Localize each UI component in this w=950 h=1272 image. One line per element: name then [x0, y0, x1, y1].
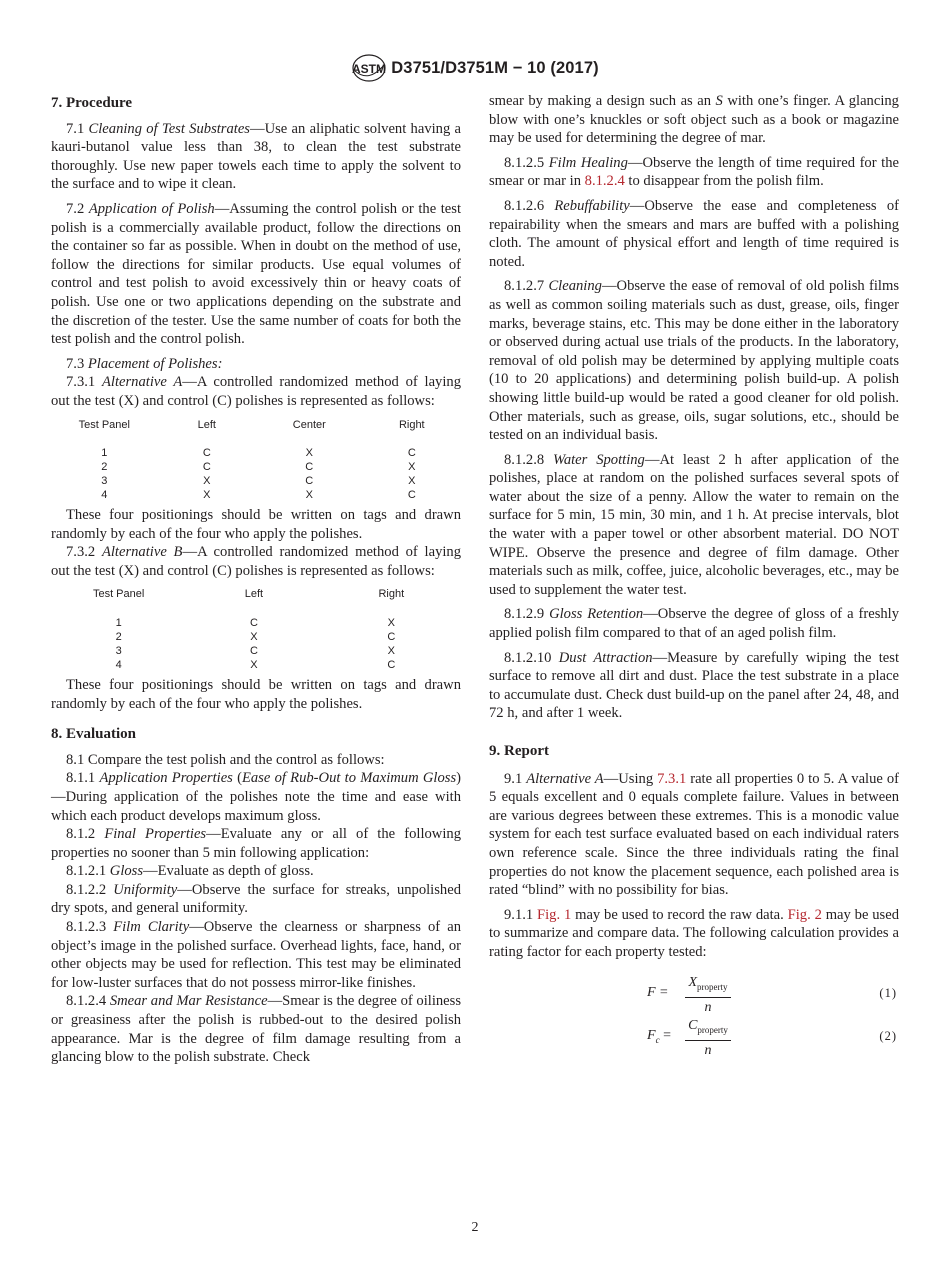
- table-cell: C: [305, 475, 314, 488]
- punctuation: (: [232, 770, 242, 787]
- para-number: 8.1.2.1: [66, 863, 110, 880]
- paragraph-8-1-2-9: [489, 605, 899, 642]
- table-cell: X: [305, 489, 313, 502]
- table-row: [51, 475, 461, 489]
- para-text: —Using: [603, 770, 658, 787]
- para-text: —Smear is the degree of oiliness or greasiness after the polish is rubbed-out to the desired polish appearance. Mar is the degree of film damage resulting from a glancing blow to the polish substrate. Check: [51, 993, 462, 1066]
- paragraph-9-1: [489, 770, 899, 900]
- table-cell: C: [407, 447, 416, 460]
- table-cell: X: [250, 659, 258, 672]
- para-number: 7.3: [66, 355, 88, 372]
- para-text: may be used to summarize and compare data. The following calculation provides a rating factor for each property tested:: [489, 906, 899, 960]
- table-cell: X: [408, 475, 416, 488]
- para-number: 8.1.2: [66, 826, 105, 843]
- table-cell: 1: [115, 617, 122, 630]
- table-cell: 3: [115, 645, 122, 658]
- section-7-heading: 7. Procedure: [51, 95, 133, 111]
- cross-reference-link[interactable]: 7.3.1: [657, 770, 687, 787]
- para-title: Dust Attraction: [558, 649, 653, 666]
- figure-2-link[interactable]: Fig. 2: [787, 906, 822, 923]
- equation-fraction: [685, 974, 731, 1018]
- table-cell: X: [203, 475, 211, 488]
- placement-table-b: [51, 588, 461, 673]
- table-row: [51, 617, 461, 631]
- section-8-heading: 8. Evaluation: [51, 726, 137, 743]
- paragraph-8-1-2-5: [489, 154, 899, 191]
- para-number: 9.1.1: [504, 906, 538, 923]
- para-text: to disappear from the polish film.: [624, 173, 824, 190]
- paragraph-8-1-2-6: [489, 197, 899, 271]
- equation-lhs: F =: [647, 984, 669, 1000]
- table-cell: X: [305, 447, 313, 460]
- para-number: 7.2: [66, 200, 89, 217]
- paragraph-8-1-2: [51, 825, 461, 862]
- figure-1-link[interactable]: Fig. 1: [537, 906, 572, 923]
- equation-1: [489, 974, 899, 1014]
- numerator-symbol: C: [688, 1017, 698, 1033]
- astm-logo-icon: [351, 53, 387, 83]
- lhs-subscript: c: [655, 1034, 660, 1045]
- left-column: [51, 92, 461, 1067]
- table-cell: C: [387, 631, 396, 644]
- table-cell: X: [387, 617, 395, 630]
- para-text: may be used to record the raw data.: [571, 906, 788, 923]
- para-number: 7.3.2: [66, 544, 102, 561]
- para-number: 8.1.2.9: [504, 606, 550, 623]
- table-cell: C: [407, 489, 416, 502]
- para-number: 8.1.2.3: [66, 919, 114, 936]
- paragraph-7-3: [51, 355, 461, 374]
- para-title: Smear and Mar Resistance: [109, 993, 268, 1010]
- column-header: Right: [398, 418, 425, 431]
- punctuation: ): [456, 770, 462, 787]
- table-cell: C: [202, 461, 211, 474]
- para-title: Placement of Polishes:: [87, 355, 223, 372]
- para-text: —A controlled randomized method of laying out the test (X) and control (C) polishes is represented as follows:: [51, 374, 461, 409]
- table-cell: X: [408, 461, 416, 474]
- para-text: —Measure by carefully wiping the test surface to remove all dirt and dust. Place the test substrate in a place to accumulate dust. Check dust build-up on the panel after 24, 48, and 72 h, and after 1 week.: [489, 649, 900, 722]
- table-cell: 2: [115, 631, 122, 644]
- para-number: 8.1.2.4: [66, 993, 110, 1010]
- para-emphasis: S: [715, 93, 723, 109]
- table-row: [51, 631, 461, 645]
- paragraph-after-table-a: These four positionings should be written on tags and drawn randomly by each of the four who apply the polishes.: [51, 507, 461, 542]
- table-cell: X: [250, 631, 258, 644]
- paragraph-8-1-2-8: [489, 451, 899, 600]
- table-cell: 2: [101, 461, 108, 474]
- para-text: —At least 2 h after application of the polishes, place at random on the polished surfaces several spots of water about the size of a penny. Allow the water to remain on the surface for 5 min, 15 min, 30 min, and 1 h. At precise intervals, blot the water with a paper towel or other absorbent material. DO NOT WIPE. Observe the presence and degree of film damage. Other materials such as milk, coffee, juice, alcoholic beverages, etc., may be used to supplement the water test.: [489, 451, 899, 598]
- lhs-symbol: F: [647, 1027, 656, 1043]
- para-number: 7.3.1: [66, 374, 102, 391]
- table-cell: 3: [101, 475, 108, 488]
- para-number: 8.1.2.8: [504, 451, 553, 468]
- paragraph-8-1-2-3: [51, 918, 461, 992]
- para-title: Gloss: [109, 863, 144, 880]
- column-header: Test Panel: [78, 418, 130, 431]
- paragraph-7-2: [51, 200, 461, 349]
- table-row: [51, 489, 461, 503]
- para-text: —Use an aliphatic solvent having a kauri-butanol value less than 38, to clean the test substrate thoroughly. Use new paper towels each time to apply the solvent to the surface and to wipe it clean.: [51, 120, 462, 193]
- equals-sign: =: [659, 1027, 671, 1043]
- para-text: —During application of the polishes note the time and ease with which each product develops maximum gloss.: [51, 788, 461, 824]
- para-text: —A controlled randomized method of laying out the test (X) and control (C) polishes is represented as follows:: [51, 544, 462, 579]
- table-cell: 4: [101, 489, 108, 502]
- paragraph-8-1-2-2: [51, 881, 461, 918]
- page-number: 2: [471, 1220, 479, 1235]
- paragraph-8-1: 8.1 Compare the test polish and the control as follows:: [66, 751, 385, 768]
- placement-table-a: [51, 419, 461, 504]
- numerator-subscript: property: [697, 1024, 728, 1035]
- para-title: Cleaning of Test Substrates: [88, 120, 250, 137]
- paragraph-8-1-1: [51, 769, 461, 825]
- column-header: Test Panel: [92, 588, 145, 601]
- table-row: [51, 447, 461, 461]
- table-row: [51, 659, 461, 673]
- paragraph-8-1-2-1: [51, 862, 461, 881]
- paragraph-8-1-2-4-continued: [489, 92, 899, 148]
- para-title: Final Properties: [104, 826, 207, 843]
- para-title: Alternative A: [101, 374, 183, 391]
- paragraph-after-table-b: These four positionings should be written on tags and drawn randomly by each of the four who apply the polishes.: [51, 676, 461, 712]
- para-title: Rebuffability: [554, 197, 630, 214]
- column-header: Right: [378, 588, 405, 601]
- table-cell: 1: [101, 447, 108, 460]
- page-header: [0, 52, 950, 84]
- column-header: Left: [197, 418, 216, 431]
- paragraph-7-1: [51, 120, 461, 194]
- equation-number: (2): [879, 1028, 897, 1043]
- table-header-row: [51, 419, 461, 448]
- numerator-symbol: X: [688, 974, 698, 990]
- para-text: —Observe the degree of gloss of a freshly applied polish film compared to that of an aged polish film.: [489, 606, 900, 642]
- para-title: Application of Polish: [88, 200, 215, 217]
- para-number: 7.1: [66, 120, 89, 137]
- para-text: —Observe the length of time required for the smear or mar in: [489, 154, 899, 190]
- numerator-subscript: property: [697, 981, 728, 992]
- para-text: —Assuming the control polish or the test polish is a commercially available product, follow the directions on the container so far as possible. When in doubt on the method of use, follow the directions for similar products. Use equal volumes of control and test polish to avoid excessively thin or heavy coats of polish. Use one or two applications depending on the substrate and the discretion of the tester. Use the same number of coats for both the test polish and the control polish.: [51, 200, 461, 348]
- para-number: 8.1.2.5: [504, 154, 549, 171]
- para-text: —Observe the ease of removal of old polish films as well as common soiling materials such as dust, grease, oils, finger marks, beverage stains, etc. This may be done either in the laboratory or observed during actual use trials of the products. In the laboratory, removal of old polish may be determined by applying multiple coats (10 to 20 applications) and determining polish build-up. A polish showing little build-up would be rated a good cleaner for old polish. Other materials, such as grease, oils, sugar solutions, etc., should be tested on an individual basis.: [489, 278, 899, 444]
- table-cell: C: [249, 645, 258, 658]
- equation-denominator: n: [704, 1042, 712, 1058]
- paragraph-8-1-2-4: [51, 992, 461, 1066]
- svg-text:ASTM: ASTM: [352, 62, 387, 76]
- para-text: —Observe the ease and completeness of repairability when the smears and mars are buffed with a polishing cloth. The amount of physical effort and length of time required is noted.: [489, 197, 899, 270]
- para-text: —Evaluate as depth of gloss.: [143, 863, 314, 880]
- table-cell: X: [387, 645, 395, 658]
- para-title: Alternative B: [101, 544, 183, 561]
- para-number: 8.1.2.2: [66, 881, 114, 898]
- table-cell: C: [387, 659, 396, 672]
- equation-fraction: [685, 1017, 731, 1061]
- paragraph-7-3-1: [51, 373, 461, 410]
- para-subtitle: Ease of Rub-Out to Maximum Gloss: [241, 770, 457, 787]
- equation-lhs: [647, 1027, 671, 1049]
- para-number: 8.1.2.7: [504, 278, 549, 295]
- table-cell: C: [202, 447, 211, 460]
- table-cell: C: [305, 461, 314, 474]
- right-column: [489, 92, 899, 1057]
- para-title: Film Healing: [548, 154, 628, 171]
- equation-numerator: [685, 1017, 731, 1041]
- table-row: [51, 461, 461, 475]
- para-text: —Observe the surface for streaks, unpolished dry spots, and general uniformity.: [51, 881, 461, 917]
- table-header-row: [51, 588, 461, 617]
- para-text: rate all properties 0 to 5. A value of 5 equals excellent and 0 equals complete failure. Values in between are various degrees between these extremes. This is a monodic value system for each test surface evaluated based on each individual raters own reference scale. Since the three individuals rating the final properties do not know the placement sequence, each polished area is rated “blind” with no possibility for bias.: [489, 770, 899, 899]
- table-cell: X: [203, 489, 211, 502]
- column-header: Center: [292, 418, 326, 431]
- table-cell: 4: [115, 659, 122, 672]
- equation-denominator: n: [704, 999, 712, 1015]
- para-text: —Observe the clearness or sharpness of an object’s image in the polished surface. Overhead lights, face, hand, or other objects may be used for reflection. This test may be eliminated for low-luster surfaces that do not possess mirror-like finishes.: [51, 919, 461, 991]
- paragraph-8-1-2-7: [489, 277, 899, 444]
- para-title: Alternative A: [526, 770, 604, 787]
- paragraph-8-1-2-10: [489, 649, 899, 723]
- para-text: with one’s finger. A glancing blow with one’s knuckles or soft object such as a book or magazine may be used for determining the degree of mar.: [489, 93, 899, 147]
- para-title: Film Clarity: [113, 919, 190, 936]
- para-number: 8.1.2.10: [504, 649, 559, 666]
- table-cell: C: [249, 617, 258, 630]
- para-title: Water Spotting: [553, 451, 645, 468]
- para-number: 8.1.1: [66, 770, 100, 787]
- equation-number: (1): [879, 985, 897, 1000]
- para-title: Application Properties: [99, 770, 233, 787]
- para-title: Cleaning: [548, 278, 602, 295]
- document-id: D3751/D3751M − 10 (2017): [391, 58, 599, 77]
- section-9-heading: 9. Report: [489, 743, 549, 759]
- para-title: Gloss Retention: [549, 606, 644, 623]
- para-number: 9.1: [504, 770, 527, 787]
- para-number: 8.1.2.6: [504, 197, 555, 214]
- para-title: Uniformity: [113, 881, 178, 898]
- cross-reference-link[interactable]: 8.1.2.4: [584, 173, 625, 190]
- equation-numerator: [685, 974, 731, 998]
- para-text: —Evaluate any or all of the following properties no sooner than 5 min following application:: [51, 826, 461, 861]
- paragraph-7-3-2: [51, 543, 461, 580]
- equation-2: [489, 1017, 899, 1057]
- paragraph-9-1-1: [489, 906, 899, 962]
- table-row: [51, 645, 461, 659]
- para-text: smear by making a design such as an: [489, 93, 716, 109]
- column-header: Left: [244, 588, 264, 601]
